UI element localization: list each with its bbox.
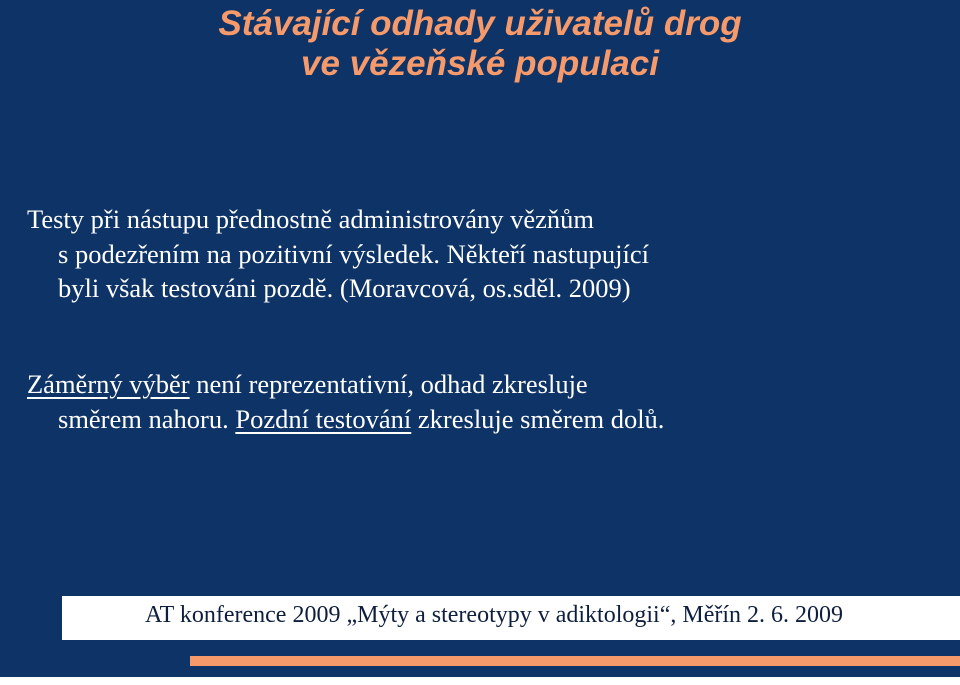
paragraph-testing (27, 202, 649, 306)
text-run: zkresluje směrem dolů. (411, 403, 665, 434)
paragraph-line: byli však testováni pozdě. (Moravcová, os.sděl. 2009) (58, 273, 631, 303)
text-run: není reprezentativní, odhad zkresluje (189, 369, 588, 399)
footer-conference: AT konference 2009 „Mýty a stereotypy v adiktologii“, Měřín 2. 6. 2009 (144, 602, 844, 628)
paragraph-bias (27, 367, 664, 436)
accent-line (190, 656, 960, 666)
bottom-strip (0, 677, 960, 685)
text-run: směrem nahoru. (58, 403, 236, 434)
underlined-term: Záměrný výběr (27, 369, 190, 399)
slide-title (0, 4, 960, 84)
underlined-term: Pozdní testování (235, 403, 412, 434)
title-line-1: Stávající odhady uživatelů drog (218, 4, 742, 43)
paragraph-line (27, 402, 664, 437)
paragraph-line: s podezřením na pozitivní výsledek. Někteří nastupující (58, 238, 649, 269)
paragraph-line: Testy při nástupu přednostně administrovány vězňům (27, 204, 595, 234)
title-line-2: ve vězeňské populaci (301, 44, 659, 83)
paragraph-line (27, 367, 664, 402)
